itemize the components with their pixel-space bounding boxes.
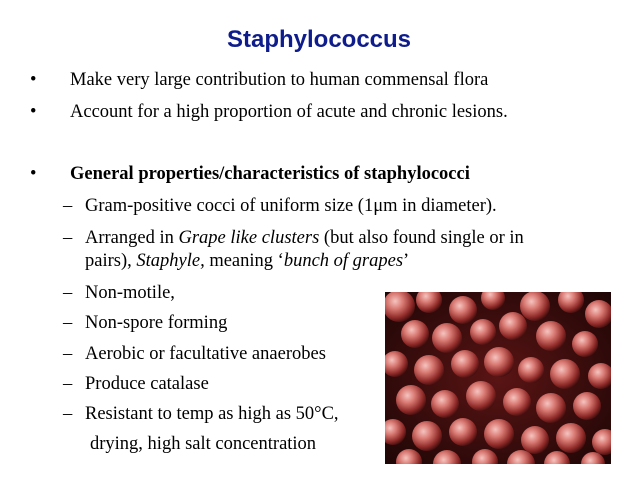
subpoint-gram-positive: Gram-positive cocci of uniform size (1μm in diameter).: [85, 196, 497, 216]
subpoint-catalase: Produce catalase: [85, 374, 209, 394]
text-run: ’: [403, 251, 410, 271]
subpoint-resistant: Resistant to temp as high as 50°C,: [85, 404, 339, 424]
dash-marker: –: [63, 374, 73, 394]
staphylococcus-micrograph-image: [385, 292, 611, 464]
subpoint-arranged: [85, 227, 524, 249]
text-run: Arranged in: [85, 228, 179, 248]
slide-title: Staphylococcus: [226, 26, 412, 53]
bullet-text-general-properties: General properties/characteristics of staphylococci: [70, 164, 470, 184]
dash-marker: –: [63, 404, 73, 424]
dash-marker: –: [63, 196, 73, 216]
dash-marker: –: [63, 283, 73, 303]
dash-marker: –: [63, 344, 73, 364]
subpoint-aerobic: Aerobic or facultative anaerobes: [85, 344, 326, 364]
dash-marker: –: [63, 313, 73, 333]
bullet-marker: •: [30, 164, 37, 184]
bullet-text-commensal: Make very large contribution to human commensal flora: [70, 70, 489, 90]
bullet-text-lesions: Account for a high proportion of acute and chronic lesions.: [70, 102, 508, 122]
dash-marker: –: [63, 228, 73, 248]
text-run: meaning ‘: [204, 251, 284, 271]
subpoint-non-spore: Non-spore forming: [85, 313, 228, 333]
subpoint-non-motile: Non-motile,: [85, 283, 175, 303]
text-run: (but also found single or in: [319, 228, 524, 248]
text-run: pairs),: [85, 251, 137, 271]
italic-run: bunch of grapes: [283, 251, 404, 271]
subpoint-arranged-cont: [85, 250, 409, 272]
micrograph-illustration: [385, 292, 611, 464]
bullet-marker: •: [30, 70, 37, 90]
italic-run: Staphyle,: [136, 251, 205, 271]
bullet-marker: •: [30, 102, 37, 122]
italic-run: Grape like clusters: [178, 228, 320, 248]
subpoint-resistant-cont: drying, high salt concentration: [90, 434, 317, 454]
